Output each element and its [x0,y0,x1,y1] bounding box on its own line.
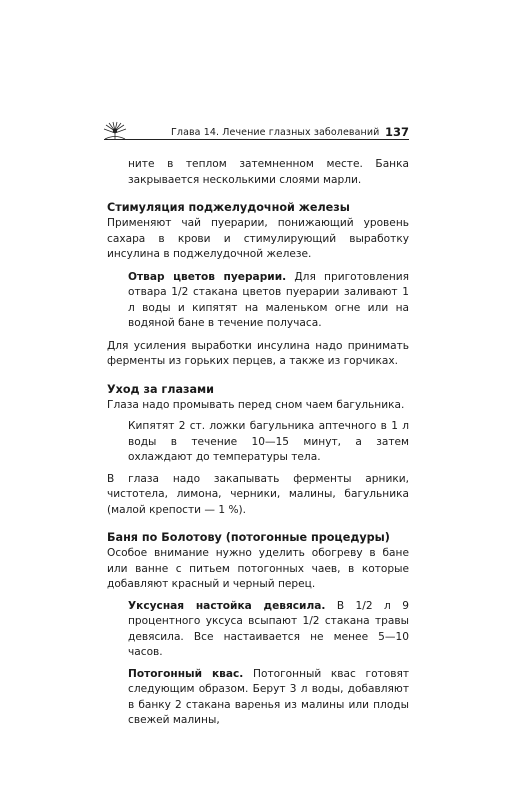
paragraph: Особое внимание нужно уделить обогреву в бане или ванне с питьем потогонных чаев, в которые добавляют красный и черный перец. [107,547,409,590]
recipe-block [107,270,409,332]
recipe-paragraph: Кипятят 2 ст. ложки багульника аптечного в 1 л воды в течение 10—15 минут, а затем охлаждают до температуры тела. [128,420,409,463]
recipe-block [107,599,409,729]
page-body [107,157,409,729]
paragraph: Для усиления выработки инсулина надо принимать ферменты из горьких перцев, а также из горчиках. [107,339,409,367]
recipe-title: Уксусная настойка девясила. [128,599,326,612]
page-number: 137 [382,125,409,139]
recipe-title: Потогонный квас. [128,667,244,680]
recipe-block [107,419,409,466]
recipe-title: Отвар цветов пуерарии. [128,270,287,283]
running-header [100,126,409,150]
recipe-paragraph [128,667,409,729]
chapter-title: Глава 14. Лечение глазных заболеваний [168,127,382,138]
paragraph: Глаза надо промывать перед сном чаем багульника. [107,398,405,411]
recipe-paragraph [128,599,409,661]
section-heading-eye-care: Уход за глазами [107,382,215,396]
intro-block [107,157,409,188]
paragraph: В глаза надо закапывать ферменты арники, чистотела, лимона, черники, малины, багульника (малой крепости — 1 %). [107,472,409,516]
recipe-paragraph [128,270,409,332]
section-heading-pancreas: Стимуляция поджелудочной железы [107,201,350,214]
flower-ornament-icon [100,120,130,142]
header-rule [104,139,409,140]
intro-paragraph: ните в теплом затемненном месте. Банка закрывается несколькими слоями марли. [128,158,409,186]
section-heading-bath: Баня по Болотову (потогонные процедуры) [107,531,390,544]
recipe-text: Потогонный квас готовят следующим образом. Берут 3 л воды, добавляют в банку 2 стакана варенья из малины или плоды свежей малины, [128,667,409,726]
paragraph: Применяют чай пуерарии, понижающий уровень сахара в крови и стимулирующий выработку инсулина в поджелудочной железе. [107,217,409,260]
recipe-text: В 1/2 л 9 процентного уксуса всыпают 1/2 стакана травы девясила. Все настаивается не менее 5—10 часов. [128,599,409,658]
recipe-text: Для приготовления отвара 1/2 стакана цветов пуерарии заливают 1 л воды и кипятят на маленьком огне или на водяной бане в течение получаса. [128,270,409,329]
